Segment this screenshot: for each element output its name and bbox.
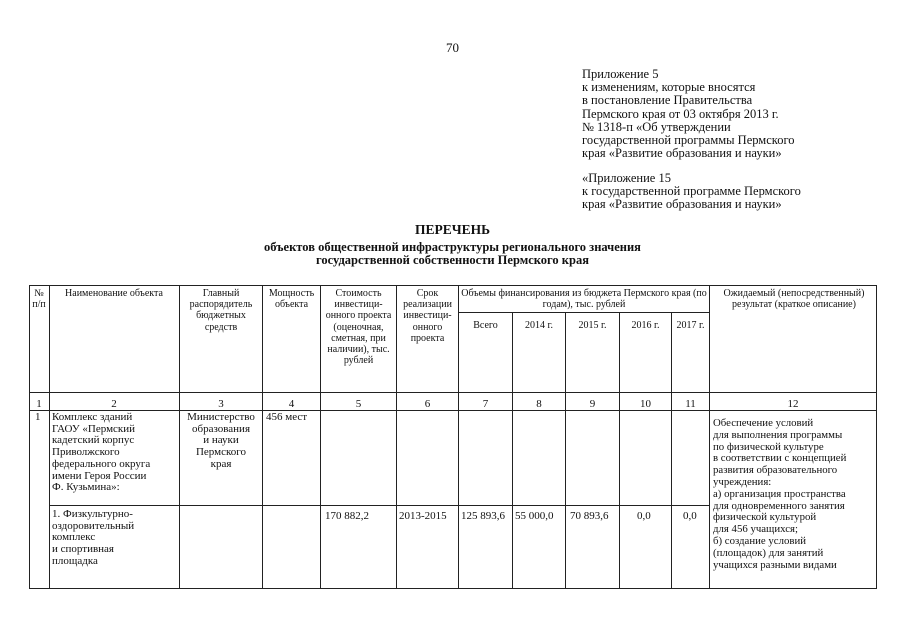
column-number: 5 <box>355 398 362 410</box>
funding-2017: 0,0 <box>683 510 697 522</box>
document-subtitle: объектов общественной инфраструктуры регионального значения государственной собственности Пермского края <box>264 240 641 267</box>
header-expected-result: Ожидаемый (непосредственный) результат (краткое описание) <box>723 288 865 311</box>
object-name: Комплекс зданий ГАОУ «Пермский кадетский корпус Приволжского федерального округа имени Героя России Ф. Кузьмина»: <box>52 411 151 494</box>
column-number: 12 <box>787 398 799 410</box>
funding-total: 125 893,6 <box>461 510 505 522</box>
page-number: 70 <box>446 40 459 55</box>
appendix-15-heading: «Приложение 15 к государственной программе Пермского края «Развитие образования и науки» <box>582 171 801 212</box>
column-number: 7 <box>482 398 489 410</box>
funding-2016: 0,0 <box>637 510 651 522</box>
project-term: 2013-2015 <box>399 510 447 522</box>
expected-result: Обеспечение условий для выполнения программы по физической культуре в соответствии с концепцией развития образовательного учреждения: а) организация пространства для одновременного занятия физической культурой для 456 учащихся; б) создание условий (площадок) для занятий учащихся разными видами <box>713 417 847 571</box>
header-number: № п/п <box>32 288 46 311</box>
header-2016: 2016 г. <box>631 320 660 331</box>
header-budget-manager: Главный распорядитель бюджетных средств <box>189 288 253 333</box>
column-number: 9 <box>589 398 596 410</box>
column-number: 8 <box>536 398 542 410</box>
budget-manager: Министерство образования и науки Пермского края <box>187 411 255 470</box>
header-object-name: Наименование объекта <box>65 288 163 299</box>
header-funding: Объемы финансирования из бюджета Пермского края (по годам), тыс. рублей <box>461 288 707 311</box>
capacity-value: 456 мест <box>266 411 308 423</box>
header-2017: 2017 г. <box>676 320 705 331</box>
column-number: 1 <box>36 398 42 410</box>
column-number: 10 <box>640 398 651 410</box>
header-project-cost: Стоимость инвестици-онного проекта (оценочная, сметная, при наличии), тыс. рублей <box>325 288 392 367</box>
column-number: 2 <box>111 398 117 410</box>
column-number: 4 <box>288 398 295 410</box>
header-total: Всего <box>473 320 498 331</box>
funding-2015: 70 893,6 <box>570 510 609 522</box>
document-title: ПЕРЕЧЕНЬ <box>414 222 491 237</box>
column-number: 6 <box>424 398 431 410</box>
header-capacity: Мощность объекта <box>268 288 315 311</box>
header-project-term: Срок реализации инвестици-онного проекта <box>403 288 452 344</box>
project-cost: 170 882,2 <box>325 510 369 522</box>
row-number: 1 <box>35 411 41 423</box>
column-number: 3 <box>218 398 224 410</box>
header-2014: 2014 г. <box>525 320 553 331</box>
header-2015: 2015 г. <box>578 320 607 331</box>
column-number: 11 <box>685 398 696 410</box>
sub-object-name: 1. Физкультурно- оздоровительный комплекс и спортивная площадка <box>52 508 135 567</box>
funding-2014: 55 000,0 <box>515 510 554 522</box>
appendix-heading: Приложение 5 к изменениям, которые вносятся в постановление Правительства Пермского края от 03 октября 2013 г. № 1318-п «Об утверждении государственной программы Пермского края «Развитие образования и науки» <box>582 67 795 161</box>
